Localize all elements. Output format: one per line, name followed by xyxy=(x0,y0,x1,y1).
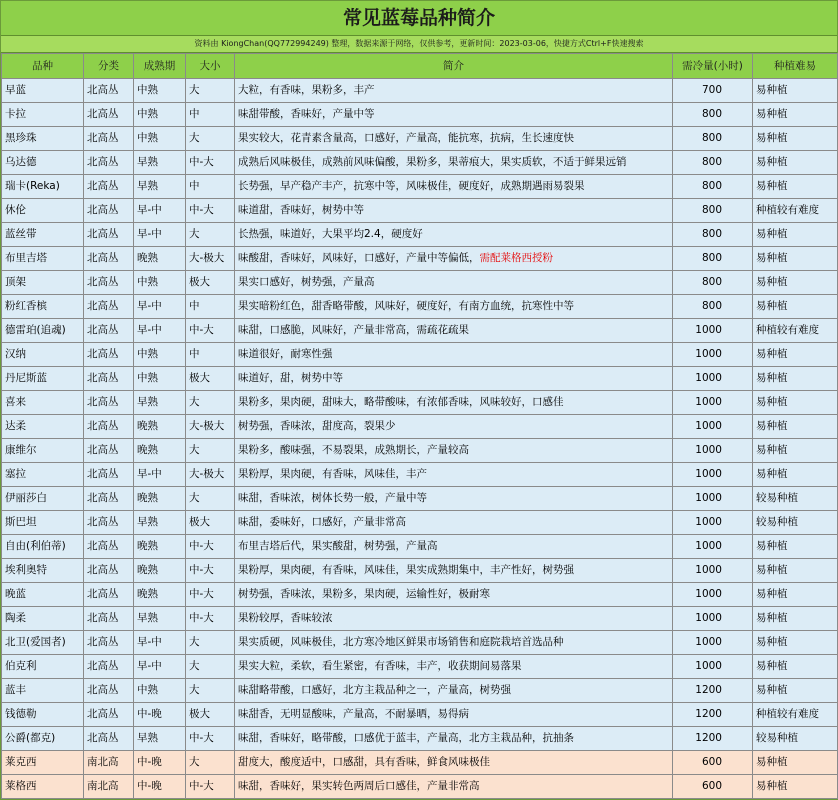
chill-hours-cell: 1200 xyxy=(673,703,753,727)
season-cell: 早熟 xyxy=(134,175,186,199)
difficulty-cell: 易种植 xyxy=(753,463,838,487)
description-text: 味甜略带酸，口感好，北方主栽品种之一，产量高，树势强 xyxy=(238,684,511,696)
description-text: 味甜，委味好，口感好，产量非常高 xyxy=(238,516,406,528)
description-text: 果实暗粉红色，甜香略带酸，风味好，硬度好，有南方血统，抗寒性中等 xyxy=(238,300,574,312)
size-cell: 中 xyxy=(186,103,235,127)
table-row xyxy=(2,463,838,487)
description-cell xyxy=(235,391,673,415)
difficulty-cell: 易种植 xyxy=(753,295,838,319)
description-text: 布里吉塔后代，果实酸甜，树势强，产量高 xyxy=(238,540,438,552)
chill-hours-cell: 1000 xyxy=(673,343,753,367)
size-cell: 中-大 xyxy=(186,319,235,343)
type-cell: 北高丛 xyxy=(84,343,134,367)
type-cell: 北高丛 xyxy=(84,703,134,727)
season-cell: 早-中 xyxy=(134,631,186,655)
chill-hours-cell: 700 xyxy=(673,79,753,103)
size-cell: 极大 xyxy=(186,271,235,295)
table-row xyxy=(2,175,838,199)
table-body xyxy=(2,79,838,799)
difficulty-cell: 易种植 xyxy=(753,79,838,103)
variety-cell: 休伦 xyxy=(2,199,84,223)
type-cell: 南北高 xyxy=(84,751,134,775)
type-cell: 北高丛 xyxy=(84,631,134,655)
season-cell: 早熟 xyxy=(134,607,186,631)
variety-cell: 康维尔 xyxy=(2,439,84,463)
description-cell xyxy=(235,775,673,799)
variety-cell: 早蓝 xyxy=(2,79,84,103)
difficulty-cell: 易种植 xyxy=(753,751,838,775)
description-cell xyxy=(235,103,673,127)
size-cell: 大 xyxy=(186,631,235,655)
description-cell xyxy=(235,655,673,679)
table-row xyxy=(2,343,838,367)
chill-hours-cell: 800 xyxy=(673,103,753,127)
description-text: 味甜，香味浓，树体长势一般，产量中等 xyxy=(238,492,427,504)
size-cell: 大-极大 xyxy=(186,415,235,439)
size-cell: 大 xyxy=(186,391,235,415)
size-cell: 中-大 xyxy=(186,535,235,559)
variety-cell: 公爵(都克) xyxy=(2,727,84,751)
size-cell: 中 xyxy=(186,295,235,319)
table-row xyxy=(2,79,838,103)
description-text: 果实较大，花青素含量高，口感好，产量高，能抗寒，抗病，生长速度快 xyxy=(238,132,574,144)
chill-hours-cell: 1000 xyxy=(673,511,753,535)
description-cell xyxy=(235,223,673,247)
table-row xyxy=(2,559,838,583)
chill-hours-cell: 1000 xyxy=(673,607,753,631)
season-cell: 早熟 xyxy=(134,727,186,751)
table-row xyxy=(2,775,838,799)
variety-cell: 乌达德 xyxy=(2,151,84,175)
difficulty-cell: 种植较有难度 xyxy=(753,319,838,343)
variety-cell: 喜来 xyxy=(2,391,84,415)
description-cell xyxy=(235,487,673,511)
variety-cell: 伊丽莎白 xyxy=(2,487,84,511)
difficulty-cell: 易种植 xyxy=(753,151,838,175)
difficulty-cell: 易种植 xyxy=(753,103,838,127)
variety-cell: 北卫(爱国者) xyxy=(2,631,84,655)
description-cell xyxy=(235,631,673,655)
season-cell: 中熟 xyxy=(134,679,186,703)
column-header-description: 简介 xyxy=(235,54,673,79)
description-cell xyxy=(235,343,673,367)
variety-cell: 卡拉 xyxy=(2,103,84,127)
description-cell xyxy=(235,559,673,583)
type-cell: 南北高 xyxy=(84,775,134,799)
description-text: 味酸甜，香味好，风味好，口感好，产量中等偏低， xyxy=(238,252,480,264)
difficulty-cell: 易种植 xyxy=(753,175,838,199)
difficulty-cell: 易种植 xyxy=(753,559,838,583)
variety-cell: 蓝丰 xyxy=(2,679,84,703)
type-cell: 北高丛 xyxy=(84,679,134,703)
table-row xyxy=(2,535,838,559)
chill-hours-cell: 800 xyxy=(673,247,753,271)
column-header-difficulty: 种植难易 xyxy=(753,54,838,79)
table-row xyxy=(2,751,838,775)
chill-hours-cell: 1000 xyxy=(673,391,753,415)
description-cell xyxy=(235,703,673,727)
size-cell: 中-大 xyxy=(186,583,235,607)
type-cell: 北高丛 xyxy=(84,103,134,127)
table-row xyxy=(2,271,838,295)
description-cell xyxy=(235,727,673,751)
difficulty-cell: 易种植 xyxy=(753,127,838,151)
chill-hours-cell: 1200 xyxy=(673,727,753,751)
variety-cell: 陶柔 xyxy=(2,607,84,631)
size-cell: 中 xyxy=(186,343,235,367)
chill-hours-cell: 1000 xyxy=(673,439,753,463)
description-text: 果粉多，酸味强，不易裂果，成熟期长，产量较高 xyxy=(238,444,469,456)
description-cell xyxy=(235,511,673,535)
table-row xyxy=(2,583,838,607)
chill-hours-cell: 800 xyxy=(673,223,753,247)
table-row xyxy=(2,655,838,679)
table-row xyxy=(2,391,838,415)
description-text: 味甜，口感脆，风味好，产量非常高，需疏花疏果 xyxy=(238,324,469,336)
chill-hours-cell: 800 xyxy=(673,175,753,199)
chill-hours-cell: 800 xyxy=(673,127,753,151)
description-text: 果实口感好，树势强，产量高 xyxy=(238,276,375,288)
chill-hours-cell: 1000 xyxy=(673,535,753,559)
difficulty-cell: 种植较有难度 xyxy=(753,703,838,727)
season-cell: 早-中 xyxy=(134,295,186,319)
season-cell: 晚熟 xyxy=(134,559,186,583)
type-cell: 北高丛 xyxy=(84,319,134,343)
description-text: 味甜带酸，香味好，产量中等 xyxy=(238,108,375,120)
table-row xyxy=(2,247,838,271)
size-cell: 大 xyxy=(186,751,235,775)
season-cell: 早-中 xyxy=(134,463,186,487)
variety-cell: 德雷珀(追魂) xyxy=(2,319,84,343)
variety-cell: 达柔 xyxy=(2,415,84,439)
chill-hours-cell: 1000 xyxy=(673,463,753,487)
variety-cell: 晚蓝 xyxy=(2,583,84,607)
variety-cell: 塞拉 xyxy=(2,463,84,487)
description-text: 味道甜，香味好，树势中等 xyxy=(238,204,364,216)
difficulty-cell: 较易种植 xyxy=(753,511,838,535)
type-cell: 北高丛 xyxy=(84,727,134,751)
type-cell: 北高丛 xyxy=(84,199,134,223)
season-cell: 中-晚 xyxy=(134,703,186,727)
description-cell xyxy=(235,751,673,775)
season-cell: 早熟 xyxy=(134,391,186,415)
type-cell: 北高丛 xyxy=(84,367,134,391)
season-cell: 晚熟 xyxy=(134,439,186,463)
season-cell: 早-中 xyxy=(134,319,186,343)
description-cell xyxy=(235,439,673,463)
type-cell: 北高丛 xyxy=(84,223,134,247)
difficulty-cell: 易种植 xyxy=(753,271,838,295)
difficulty-cell: 较易种植 xyxy=(753,487,838,511)
table-row xyxy=(2,319,838,343)
description-text: 果粉多，果肉硬，甜味大，略带酸味，有浓郁香味，风味较好，口感佳 xyxy=(238,396,564,408)
variety-cell: 莱克西 xyxy=(2,751,84,775)
chill-hours-cell: 1000 xyxy=(673,631,753,655)
description-cell xyxy=(235,367,673,391)
description-text: 长热强，味道好，大果平均2.4，硬度好 xyxy=(238,228,423,240)
description-cell xyxy=(235,199,673,223)
season-cell: 早熟 xyxy=(134,511,186,535)
size-cell: 极大 xyxy=(186,703,235,727)
variety-table xyxy=(1,53,838,799)
table-row xyxy=(2,151,838,175)
description-text: 果实大粒，柔软，看生紧密，有香味，丰产，收获期间易落果 xyxy=(238,660,522,672)
variety-cell: 顶架 xyxy=(2,271,84,295)
table-row xyxy=(2,439,838,463)
variety-cell: 黑珍珠 xyxy=(2,127,84,151)
chill-hours-cell: 1000 xyxy=(673,415,753,439)
table-row xyxy=(2,727,838,751)
description-cell xyxy=(235,583,673,607)
description-cell xyxy=(235,679,673,703)
description-cell xyxy=(235,175,673,199)
season-cell: 早-中 xyxy=(134,655,186,679)
season-cell: 早熟 xyxy=(134,151,186,175)
table-row xyxy=(2,607,838,631)
chill-hours-cell: 1000 xyxy=(673,559,753,583)
season-cell: 中-晚 xyxy=(134,751,186,775)
season-cell: 早-中 xyxy=(134,223,186,247)
table-row xyxy=(2,223,838,247)
description-cell xyxy=(235,151,673,175)
season-cell: 晚熟 xyxy=(134,247,186,271)
type-cell: 北高丛 xyxy=(84,175,134,199)
type-cell: 北高丛 xyxy=(84,151,134,175)
variety-cell: 莱格西 xyxy=(2,775,84,799)
table-row xyxy=(2,127,838,151)
size-cell: 中-大 xyxy=(186,607,235,631)
type-cell: 北高丛 xyxy=(84,295,134,319)
variety-cell: 丹尼斯蓝 xyxy=(2,367,84,391)
description-cell xyxy=(235,415,673,439)
size-cell: 中-大 xyxy=(186,727,235,751)
variety-cell: 埃利奥特 xyxy=(2,559,84,583)
type-cell: 北高丛 xyxy=(84,439,134,463)
table-row xyxy=(2,103,838,127)
description-text: 味道好，甜，树势中等 xyxy=(238,372,343,384)
chill-hours-cell: 1000 xyxy=(673,583,753,607)
size-cell: 极大 xyxy=(186,511,235,535)
difficulty-cell: 易种植 xyxy=(753,679,838,703)
description-cell xyxy=(235,295,673,319)
size-cell: 大 xyxy=(186,79,235,103)
difficulty-cell: 易种植 xyxy=(753,343,838,367)
size-cell: 大 xyxy=(186,679,235,703)
table-row xyxy=(2,487,838,511)
size-cell: 中-大 xyxy=(186,775,235,799)
table-row xyxy=(2,295,838,319)
difficulty-cell: 易种植 xyxy=(753,415,838,439)
source-note: 资料由 KiongChan(QQ772994249) 整理，数据来源于网络，仅供参考，更新时间：2023-03-06，快捷方式Ctrl+F快速搜索 xyxy=(1,36,837,53)
type-cell: 北高丛 xyxy=(84,463,134,487)
season-cell: 中熟 xyxy=(134,367,186,391)
difficulty-cell: 易种植 xyxy=(753,391,838,415)
size-cell: 中-大 xyxy=(186,199,235,223)
description-cell xyxy=(235,319,673,343)
type-cell: 北高丛 xyxy=(84,127,134,151)
chill-hours-cell: 1200 xyxy=(673,679,753,703)
season-cell: 中熟 xyxy=(134,79,186,103)
difficulty-cell: 易种植 xyxy=(753,607,838,631)
size-cell: 中 xyxy=(186,175,235,199)
table-row xyxy=(2,511,838,535)
season-cell: 中熟 xyxy=(134,103,186,127)
size-cell: 中-大 xyxy=(186,559,235,583)
season-cell: 中熟 xyxy=(134,127,186,151)
variety-cell: 钱德勒 xyxy=(2,703,84,727)
table-row xyxy=(2,631,838,655)
description-text: 果粉厚，果肉硬，有香味，风味佳，果实成熟期集中，丰产性好，树势强 xyxy=(238,564,574,576)
season-cell: 晚熟 xyxy=(134,415,186,439)
season-cell: 中-晚 xyxy=(134,775,186,799)
column-header-type: 分类 xyxy=(84,54,134,79)
description-cell xyxy=(235,79,673,103)
description-text: 味甜香，无明显酸味，产量高，不耐暴晒，易得病 xyxy=(238,708,469,720)
variety-cell: 蓝丝带 xyxy=(2,223,84,247)
chill-hours-cell: 1000 xyxy=(673,655,753,679)
header-row xyxy=(2,54,838,79)
variety-cell: 瑞卡(Reka) xyxy=(2,175,84,199)
difficulty-cell: 较易种植 xyxy=(753,727,838,751)
size-cell: 大 xyxy=(186,439,235,463)
table-row xyxy=(2,703,838,727)
description-cell xyxy=(235,535,673,559)
size-cell: 大-极大 xyxy=(186,463,235,487)
chill-hours-cell: 800 xyxy=(673,271,753,295)
difficulty-cell: 易种植 xyxy=(753,631,838,655)
season-cell: 晚熟 xyxy=(134,583,186,607)
chill-hours-cell: 600 xyxy=(673,751,753,775)
chill-hours-cell: 1000 xyxy=(673,367,753,391)
variety-cell: 自由(利伯蒂) xyxy=(2,535,84,559)
chill-hours-cell: 800 xyxy=(673,199,753,223)
description-text: 味甜，香味好，果实转色两周后口感佳，产量非常高 xyxy=(238,780,480,792)
column-header-size: 大小 xyxy=(186,54,235,79)
season-cell: 晚熟 xyxy=(134,535,186,559)
description-text: 长势强，早产稳产丰产，抗寒中等，风味极佳，硬度好，成熟期遇雨易裂果 xyxy=(238,180,585,192)
description-cell xyxy=(235,247,673,271)
chill-hours-cell: 1000 xyxy=(673,487,753,511)
type-cell: 北高丛 xyxy=(84,247,134,271)
season-cell: 早-中 xyxy=(134,199,186,223)
size-cell: 中-大 xyxy=(186,151,235,175)
chill-hours-cell: 600 xyxy=(673,775,753,799)
difficulty-cell: 易种植 xyxy=(753,223,838,247)
description-text: 树势强，香味浓，果粉多，果肉硬，运输性好，极耐寒 xyxy=(238,588,490,600)
variety-cell: 粉红香槟 xyxy=(2,295,84,319)
season-cell: 晚熟 xyxy=(134,487,186,511)
description-text: 树势强，香味浓，甜度高，裂果少 xyxy=(238,420,396,432)
size-cell: 大-极大 xyxy=(186,247,235,271)
difficulty-cell: 易种植 xyxy=(753,583,838,607)
size-cell: 大 xyxy=(186,655,235,679)
difficulty-cell: 易种植 xyxy=(753,775,838,799)
description-highlight-note: 需配莱格西授粉 xyxy=(479,252,553,264)
variety-cell: 布里吉塔 xyxy=(2,247,84,271)
type-cell: 北高丛 xyxy=(84,607,134,631)
description-text: 果粉厚，果肉硬，有香味，风味佳，丰产 xyxy=(238,468,427,480)
description-cell xyxy=(235,607,673,631)
description-text: 果实质硬，风味极佳，北方寒冷地区鲜果市场销售和庭院栽培首选品种 xyxy=(238,636,564,648)
description-cell xyxy=(235,271,673,295)
sheet-title: 常见蓝莓品种简介 xyxy=(1,1,837,36)
type-cell: 北高丛 xyxy=(84,559,134,583)
description-text: 味道很好，耐寒性强 xyxy=(238,348,333,360)
size-cell: 大 xyxy=(186,127,235,151)
size-cell: 大 xyxy=(186,223,235,247)
difficulty-cell: 易种植 xyxy=(753,247,838,271)
table-row xyxy=(2,199,838,223)
type-cell: 北高丛 xyxy=(84,79,134,103)
description-text: 味甜，香味好，略带酸，口感优于蓝丰，产量高，北方主栽品种，抗抽条 xyxy=(238,732,574,744)
description-cell xyxy=(235,463,673,487)
table-row xyxy=(2,415,838,439)
season-cell: 中熟 xyxy=(134,271,186,295)
variety-cell: 斯巴坦 xyxy=(2,511,84,535)
difficulty-cell: 易种植 xyxy=(753,439,838,463)
difficulty-cell: 种植较有难度 xyxy=(753,199,838,223)
column-header-variety: 品种 xyxy=(2,54,84,79)
description-text: 甜度大，酸度适中，口感甜，具有香味，鲜食风味极佳 xyxy=(238,756,490,768)
size-cell: 大 xyxy=(186,487,235,511)
table-row xyxy=(2,679,838,703)
chill-hours-cell: 800 xyxy=(673,295,753,319)
description-cell xyxy=(235,127,673,151)
description-text: 果粉较厚，香味较浓 xyxy=(238,612,333,624)
type-cell: 北高丛 xyxy=(84,511,134,535)
difficulty-cell: 易种植 xyxy=(753,535,838,559)
description-text: 成熟后风味极佳，成熟前风味偏酸，果粉多，果蒂痕大，果实质软，不适于鲜果远销 xyxy=(238,156,627,168)
type-cell: 北高丛 xyxy=(84,487,134,511)
type-cell: 北高丛 xyxy=(84,535,134,559)
season-cell: 中熟 xyxy=(134,343,186,367)
difficulty-cell: 易种植 xyxy=(753,655,838,679)
variety-cell: 汉纳 xyxy=(2,343,84,367)
column-header-chill-hours: 需冷量(小时) xyxy=(673,54,753,79)
type-cell: 北高丛 xyxy=(84,391,134,415)
variety-cell: 伯克利 xyxy=(2,655,84,679)
description-text: 大粒，有香味，果粉多，丰产 xyxy=(238,84,375,96)
type-cell: 北高丛 xyxy=(84,583,134,607)
difficulty-cell: 易种植 xyxy=(753,367,838,391)
type-cell: 北高丛 xyxy=(84,655,134,679)
type-cell: 北高丛 xyxy=(84,415,134,439)
column-header-season: 成熟期 xyxy=(134,54,186,79)
size-cell: 极大 xyxy=(186,367,235,391)
chill-hours-cell: 1000 xyxy=(673,319,753,343)
table-row xyxy=(2,367,838,391)
chill-hours-cell: 800 xyxy=(673,151,753,175)
type-cell: 北高丛 xyxy=(84,271,134,295)
